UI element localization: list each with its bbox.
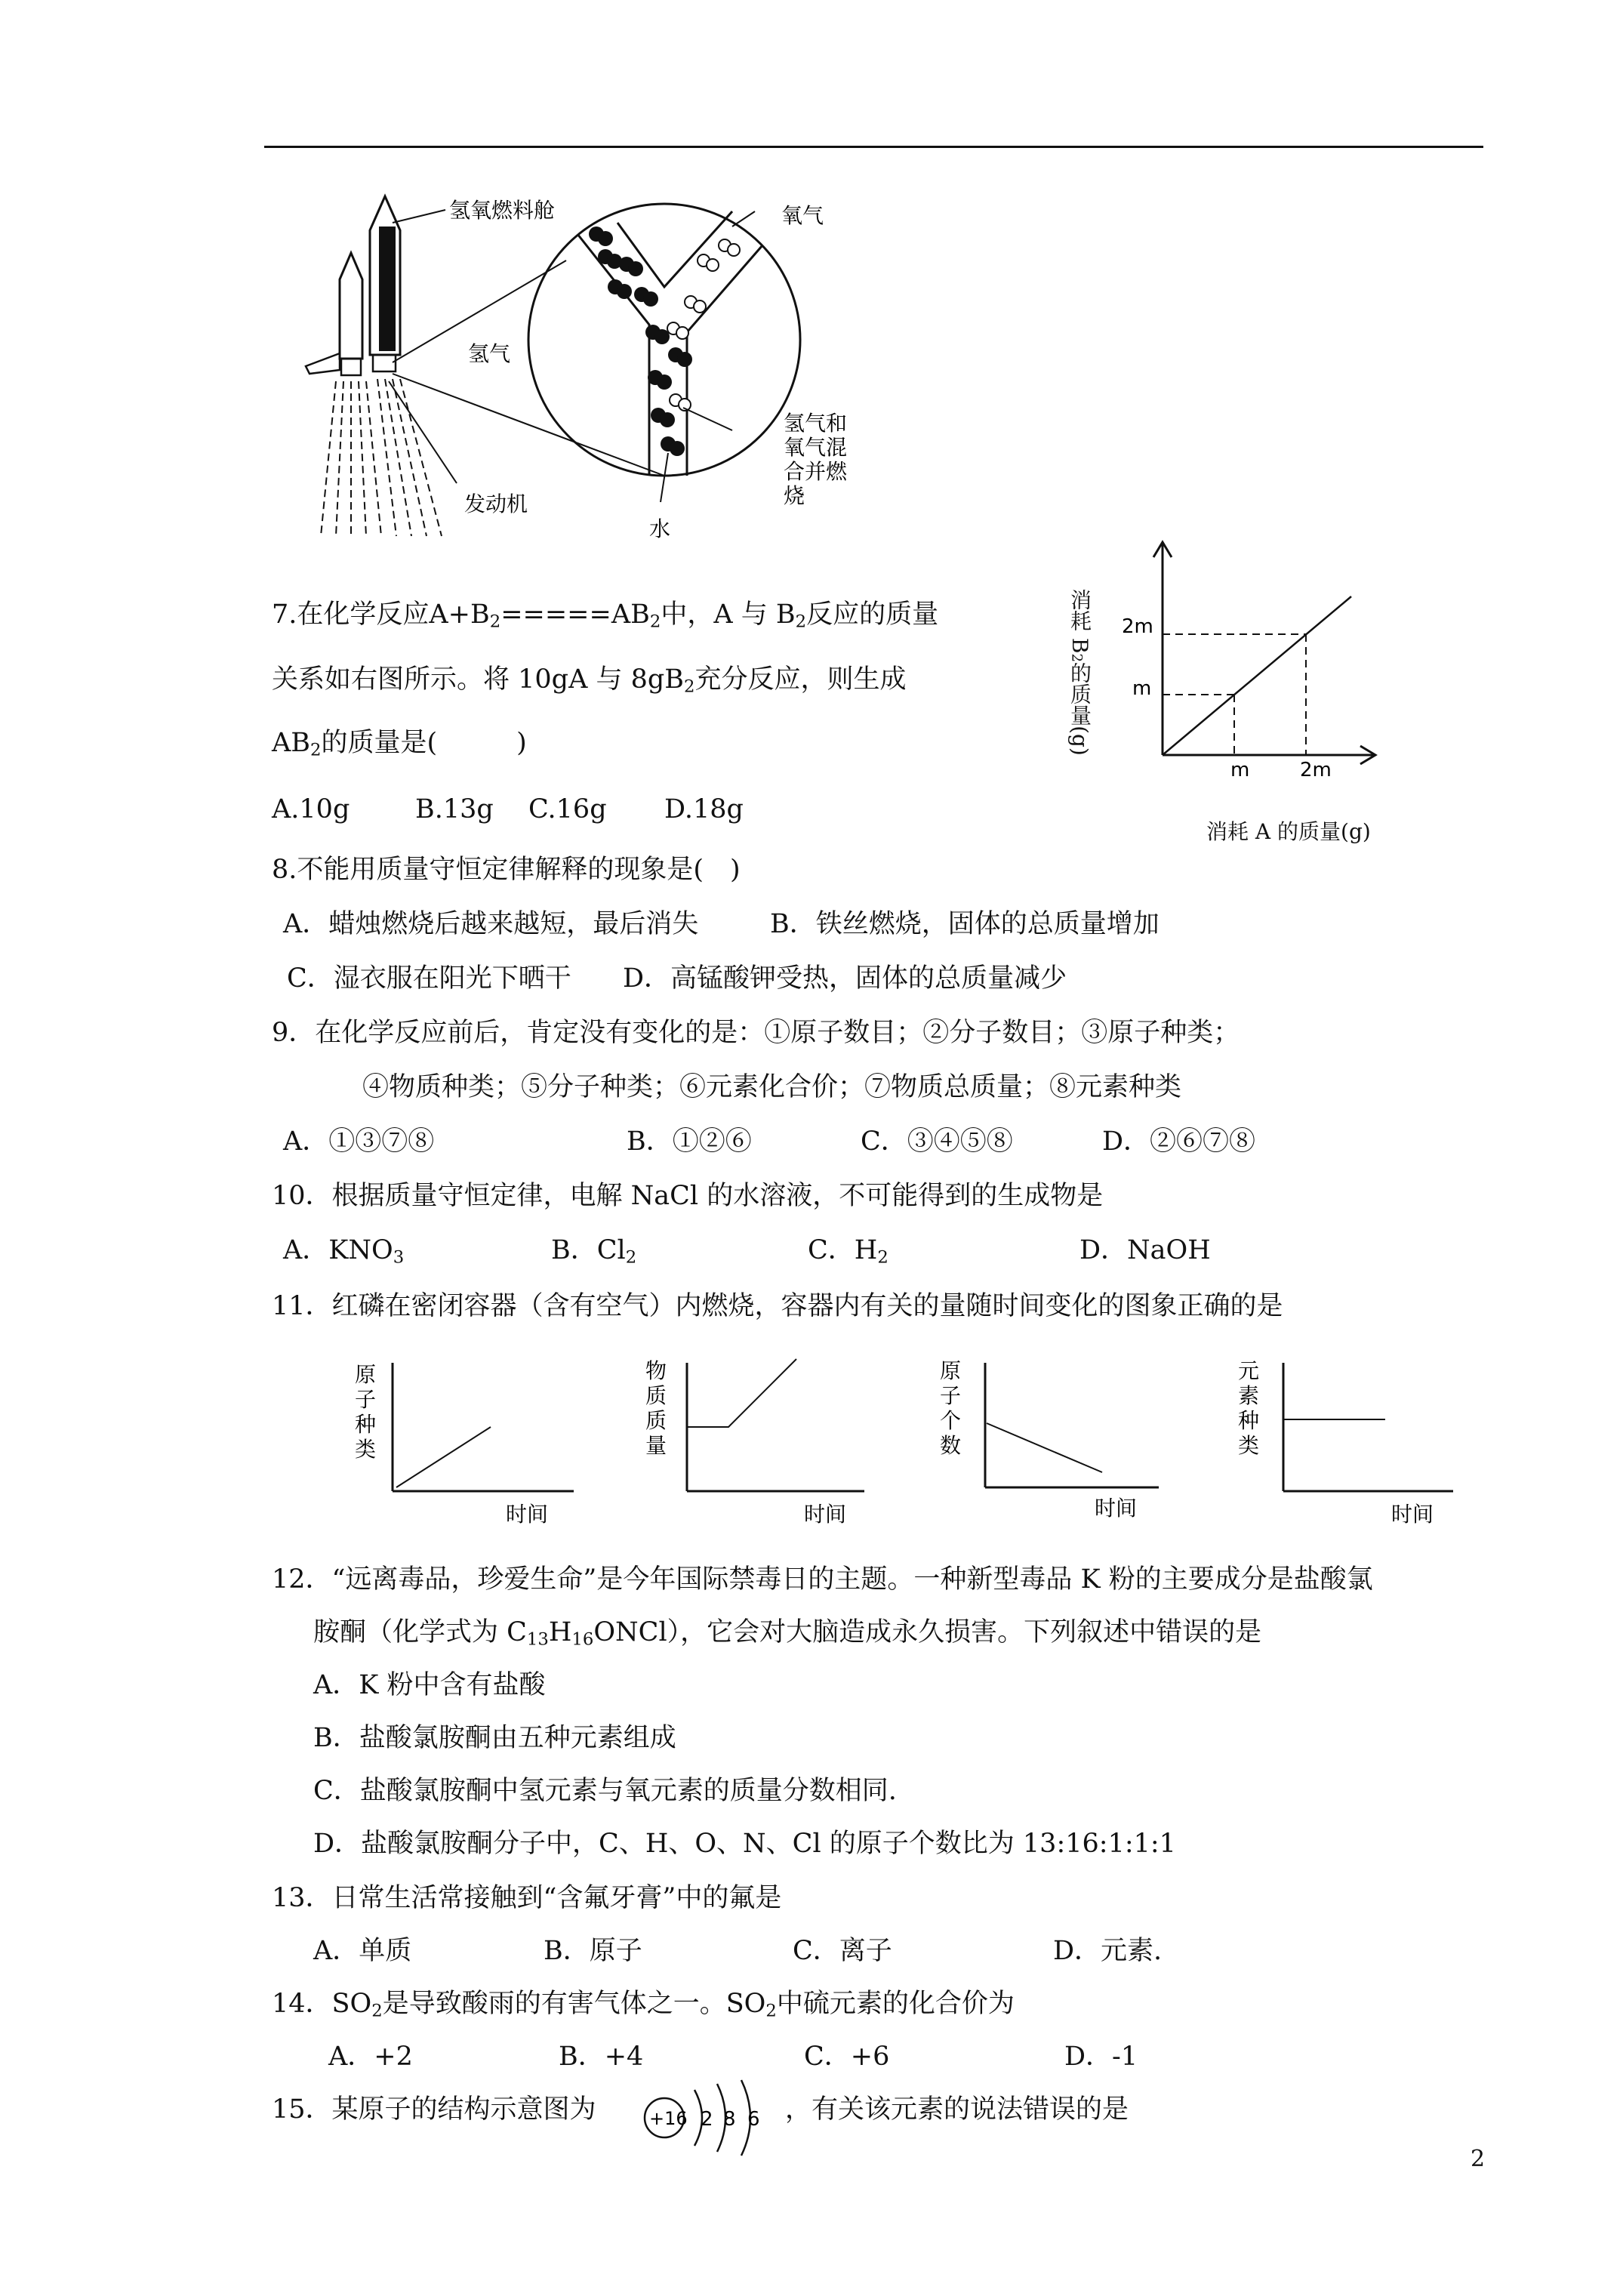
q7-option-d: D.18g [664,794,744,824]
q12-option-d: D．盐酸氯胺酮分子中，C、H、O、N、Cl 的原子个数比为 13:16:1:1:1 [313,1829,1176,1859]
q11-c-ylabel-2: 子 [940,1383,962,1408]
q12-stem2: 胺酮（化学式为 $C_{13}H_{16}ONCl$），它会对大脑造成永久损害。下列叙述中错误的是 [313,1617,1262,1650]
q10-option-a: A．$KNO_3$ [283,1235,405,1268]
q9-stem2: ④物质种类；⑤分子种类；⑥元素化合价；⑦物质总质量；⑧元素种类 [362,1072,1182,1102]
q11-a-xlabel: 时间 [506,1502,549,1527]
q11-d-ylabel-4: 类 [1238,1433,1260,1458]
q11-d-ylabel-1: 元 [1238,1358,1260,1383]
q7-line1: 7.在化学反应$A+B_2=====AB_2$中，A 与 $B_2$反应的质量 [272,599,939,632]
atom-structure-diagram [634,2076,778,2159]
q9-option-d: D．②⑥⑦⑧ [1102,1126,1256,1157]
q8-option-b: B．铁丝燃烧，固体的总质量增加 [770,909,1160,939]
q14-option-d: D．-1 [1064,2042,1138,2072]
q9-option-a: A．①③⑦⑧ [283,1126,435,1157]
q12-option-b: B．盐酸氯胺酮由五种元素组成 [313,1723,676,1753]
q14-option-a: A．+2 [328,2042,413,2072]
q10-option-c: C．$H_2$ [808,1235,888,1268]
atom-nucleus: +16 [649,2108,688,2129]
label-mix-1: 氢气和 [784,411,848,436]
q11-graph-d [1227,1351,1468,1529]
q11-c-ylabel-1: 原 [940,1358,962,1383]
atom-shell-1: 2 [701,2108,713,2131]
q14-option-c: C．+6 [804,2042,890,2072]
q11-c-line [987,1423,1102,1472]
label-mix-4: 烧 [784,483,805,508]
q11-a-ylabel-2: 子 [355,1387,377,1412]
q7-ytick-m: m [1132,677,1152,700]
q11-b-xlabel: 时间 [804,1502,847,1527]
hydrogen-molecules [589,227,692,456]
label-water: 水 [649,516,671,541]
q13-option-d: D．元素. [1053,1936,1163,1966]
q8-option-d: D．高锰酸钾受热，固体的总质量减少 [623,963,1067,994]
q7-line2: 关系如右图所示。将 10gA 与 $8gB_2$充分反应，则生成 [272,664,907,697]
q11-b-ylabel-2: 质 [645,1383,667,1408]
q14-option-b: B．+4 [559,2042,644,2072]
q13-option-b: B．原子 [544,1936,642,1966]
label-hydrogen: 氢气 [468,341,511,366]
q11-d-ylabel-3: 种 [1238,1408,1260,1433]
q13-option-a: A．单质 [313,1936,412,1966]
label-fuel-tank: 氢氧燃料舱 [449,198,556,223]
q11-a-line [396,1427,491,1487]
q11-a-ylabel-3: 种 [355,1412,377,1437]
q7-line3: $AB_2$的质量是( ) [272,728,527,760]
exhaust-lines [321,379,442,536]
q7-graph-ylabel: 消耗 $B_2$的质量(g) [1067,589,1092,756]
q7-series-line [1163,596,1351,755]
q11-c-ylabel-4: 数 [940,1433,962,1458]
rocket-figure [294,181,898,559]
q8-option-a: A．蜡烛燃烧后越来越短，最后消失 [283,909,699,939]
label-mix-3: 合并燃 [784,459,848,484]
q11-b-ylabel-3: 质 [645,1408,667,1433]
page-number: 2 [1471,2146,1486,2172]
q7-option-b: B.13g [415,794,494,824]
q11-b-ylabel-4: 量 [645,1433,667,1458]
q13-option-c: C．离子 [793,1936,892,1966]
label-engine: 发动机 [464,492,528,516]
q7-xtick-m: m [1230,759,1250,778]
q11-a-ylabel-1: 原 [355,1362,377,1387]
header-rule [264,146,1483,148]
atom-shell-2: 8 [723,2108,736,2131]
q9-stem: 9．在化学反应前后，肯定没有变化的是：①原子数目；②分子数目；③原子种类； [272,1018,1240,1048]
q9-option-b: B．①②⑥ [627,1126,752,1157]
q12-option-c: C．盐酸氯胺酮中氢元素与氧元素的质量分数相同. [313,1776,897,1806]
atom-shell-3: 6 [747,2108,760,2131]
q11-graph-b [638,1348,879,1529]
q12-stem1: 12．“远离毒品，珍爱生命”是今年国际禁毒日的主题。一种新型毒品 K 粉的主要成分是盐酸氯 [272,1564,1373,1595]
q11-graph-c [932,1348,1174,1525]
q11-b-line [687,1359,796,1427]
q10-option-d: D．NaOH [1079,1235,1211,1265]
q11-d-ylabel-2: 素 [1238,1383,1260,1408]
q12-option-a: A．K 粉中含有盐酸 [313,1670,546,1700]
label-oxygen: 氧气 [781,203,824,228]
q7-ytick-2m: 2m [1122,615,1153,638]
q8-option-c: C．湿衣服在阳光下晒干 [287,963,571,994]
label-mix-2: 氧气混 [784,435,848,460]
q7-option-a: A.10g [272,794,350,824]
q11-c-xlabel: 时间 [1095,1496,1138,1521]
q11-a-ylabel-4: 类 [355,1437,377,1462]
q11-d-xlabel: 时间 [1391,1502,1434,1527]
q7-graph-xlabel: 消耗 A 的质量(g) [1206,819,1371,844]
q11-graph-a [347,1355,589,1529]
q11-b-ylabel-1: 物 [645,1358,667,1383]
q7-graph [1095,529,1397,778]
q11-c-ylabel-3: 个 [940,1408,962,1433]
q14-stem: 14．$SO_2$是导致酸雨的有害气体之一。$SO_2$中硫元素的化合价为 [272,1989,1015,2021]
q7-option-c: C.16g [528,794,607,824]
q15-stem-post: ，有关该元素的说法错误的是 [785,2094,1129,2125]
q9-option-c: C．③④⑤⑧ [861,1126,1013,1157]
q13-stem: 13．日常生活常接触到“含氟牙膏”中的氟是 [272,1883,782,1913]
q8-stem: 8.不能用质量守恒定律解释的现象是( ) [272,855,741,885]
q7-xtick-2m: 2m [1300,759,1332,778]
q15-stem-pre: 15．某原子的结构示意图为 [272,2094,596,2125]
q10-option-b: B．$Cl_2$ [551,1235,637,1268]
oxygen-molecules [667,239,740,411]
q10-stem: 10．根据质量守恒定律，电解 NaCl 的水溶液，不可能得到的生成物是 [272,1181,1104,1211]
q11-stem: 11．红磷在密闭容器（含有空气）内燃烧，容器内有关的量随时间变化的图象正确的是 [272,1291,1283,1321]
